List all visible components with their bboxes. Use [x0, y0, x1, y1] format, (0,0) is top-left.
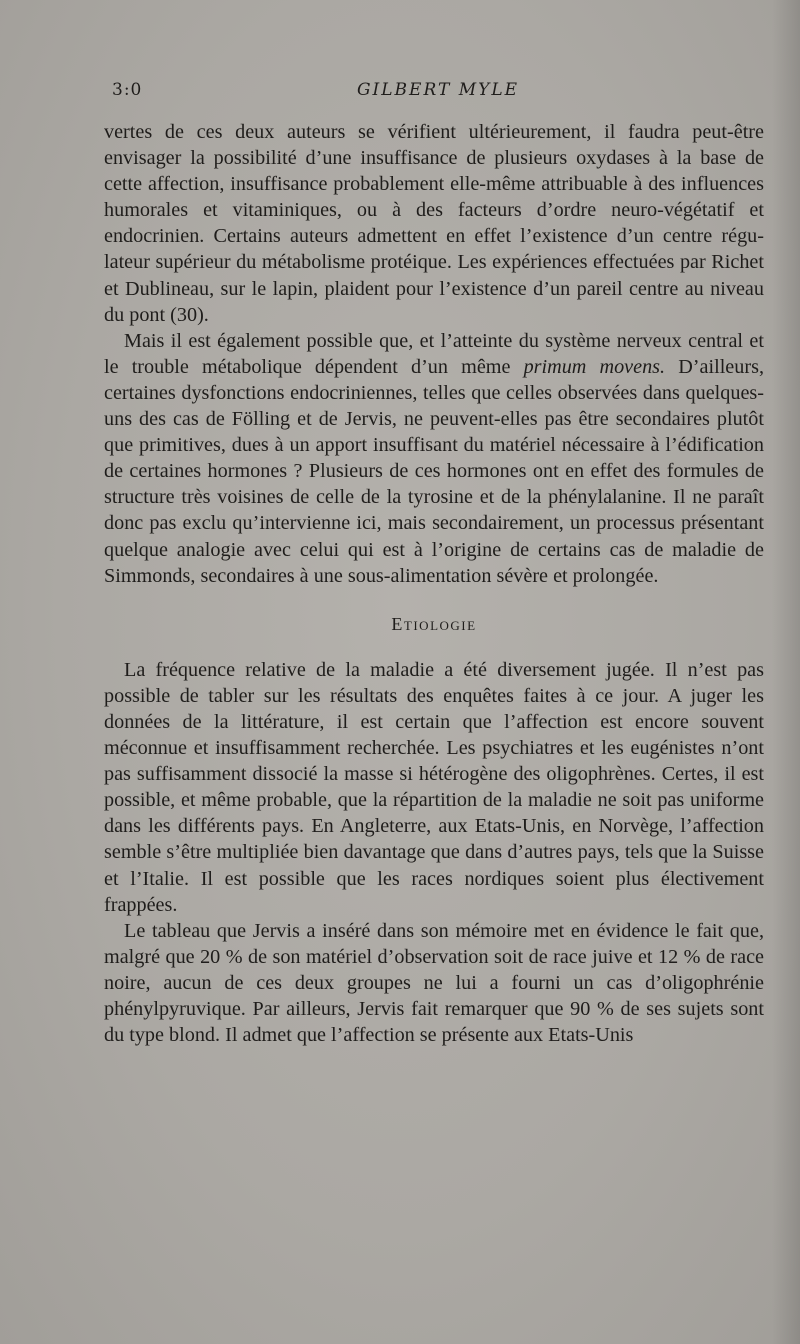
paragraph-3: La fréquence relative de la maladie a été diversement jugée. Il n’est pas possible de tabler sur les résultats des enquêtes faites à ce jour. A juger les données de la littérature, il est certain que l’affection est encore souvent méconnue et insuffisamment recherchée. Les psychiatres et les eugénistes n’ont pas suffisamment dissocié la masse si hétérogène des oligophrènes. Certes, il est possible, et même probable, que la répartition de la maladie ne soit pas uniforme dans les différents pays. En Angleterre, aux Etats-Unis, en Norvège, l’affection semble s’être multipliée bien davantage que dans d’autres pays, tels que la Suisse et l’Italie. Il est possible que les races nordiques soient plus électivement frappées.	[104, 658, 764, 916]
paragraph-4: Le tableau que Jervis a inséré dans son mémoire met en évidence le fait que, malgré que 20 % de son matériel d’observation soit de race juive et 12 % de race noire, aucun de ces deux groupes ne lui a fourni un cas d’oligophrénie phénylpyruvique. Par ailleurs, Jervis fait remarquer que 90 % de ses sujets sont du type blond. Il admet que l’affection se présente aux Etats-Unis	[104, 919, 764, 1047]
latin-phrase: primum movens.	[523, 355, 666, 378]
section-heading-etiologie: Etiologie	[391, 613, 477, 634]
page-edge-shadow	[772, 0, 800, 1344]
paragraph-2-start: Mais il est également possible que, et l’atteinte du système nerveux central et le trouble métabolique dépendent d’un même	[104, 329, 764, 378]
page-number: 3:0	[112, 80, 143, 100]
paragraph-2	[104, 328, 764, 589]
paragraph-2-end: D’ailleurs, certaines dysfonctions endocriniennes, telles que celles observées dans quelques-uns des cas de Fölling et de Jervis, ne peuvent-elles pas être secondaires plutôt que primitives, dues à un apport insuffisant du matériel nécessaire à l’édification de certaines hormones ? Plusieurs de ces hormones ont en effet des formules de structure très voisines de celle de la tyrosine et de la phénylalanine. Il ne paraît donc pas exclu qu’intervienne ici, mais secondairement, un processus présentant quelque analogie avec celui qui est à l’origine de certains cas de maladie de Simmonds, secondaires à une sous-alimentation sévère et prolongée.	[104, 355, 764, 587]
paragraph-1: vertes de ces deux auteurs se vérifient ultérieurement, il faudra peut-être envisager la possibilité d’une insuffisance de plusieurs oxydases à la base de cette affection, insuffisance probablement elle-même attribuable à des influences humorales et vitaminiques, ou à des facteurs d’ordre neuro-végétatif et endocrinien. Certains auteurs admettent en effet l’existence d’un centre régulateur supérieur du métabolisme protéique. Les expériences effectuées par Richet et Dublineau, sur le lapin, plaident pour l’existence d’un pareil centre au niveau du pont (30).	[104, 121, 764, 326]
running-head-author: GILBERT MYLE	[356, 80, 520, 100]
body-text	[104, 119, 764, 1048]
running-head	[112, 80, 764, 104]
